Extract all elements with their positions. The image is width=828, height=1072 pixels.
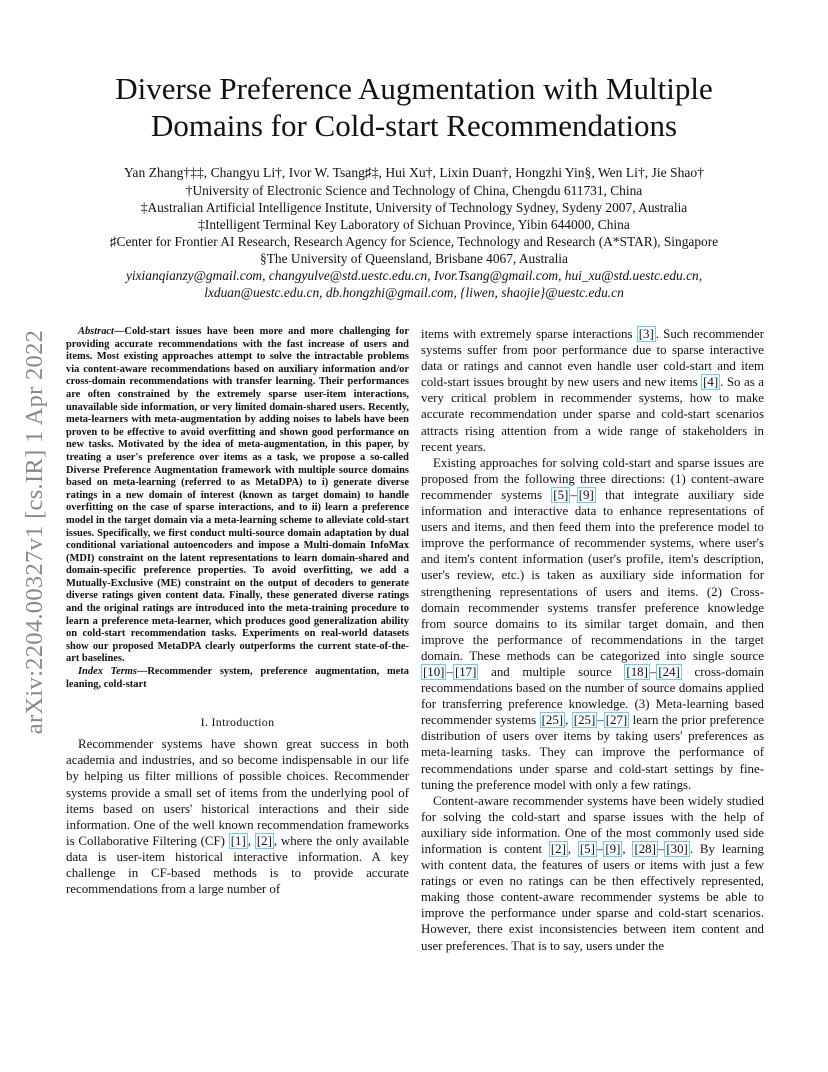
text-run: . Such recommender systems suffer from poor performance due to sparse interactive data or ratings and cannot even handle user cold-start and item cold-start issues brought by new users and new items xyxy=(421,327,764,390)
affiliation: ‡Australian Artificial Intelligence Institute, University of Technology Sydney, Sydeny 2007, Australia xyxy=(140,200,688,215)
citation-link[interactable]: [5] xyxy=(553,487,569,502)
text-run: learn the prior preference distribution of users over items by taking users' preferences as meta-learning tasks. They can improve the performance of recommendations under sparse and cold-start settings by fine-tuning the preference model with only a few ratings. xyxy=(421,713,764,792)
text-run: , where the only available data is user-item historical interactive information. A key challenge in CF-based methods is to provide accurate recommendations from a large number of xyxy=(66,833,409,897)
text-run: Existing approaches for solving cold-start and sparse issues are proposed from the following three directions: (1) content-aware recommender systems xyxy=(421,455,764,502)
text-run: , xyxy=(247,833,255,848)
text-run: items with extremely sparse interactions xyxy=(421,327,637,341)
right-column xyxy=(421,326,764,954)
text-run: and multiple source xyxy=(478,664,625,679)
citation-link[interactable]: [4] xyxy=(703,375,719,390)
author-block xyxy=(40,163,788,301)
citation-link[interactable]: [28] xyxy=(634,842,656,856)
text-run: – xyxy=(446,664,453,679)
text-run: . By learning with content data, the features of users or items with just a few ratings or even no ratings can be then effectively represented, making those content-aware recommender systems be able to improve the performance under sparse and cold-start scenarios. However, there exist inconsistencies between item content and user preferences. That is to say, users under the xyxy=(421,842,764,953)
citation-link[interactable]: [2] xyxy=(550,842,566,856)
section-heading: I. Introduction xyxy=(200,715,275,730)
text-run: cross-domain recommendations based on the number of source domains applied for transferring preference knowledge. (3) Meta-learning based recommender systems xyxy=(421,664,764,728)
author-list: Yan Zhang†‡‡, Changyu Li†, Ivor W. Tsang♯‡, Hui Xu†, Lixin Duan†, Hongzhi Yin§, Wen Li†, Jie Shao† xyxy=(123,165,705,180)
text-run: – xyxy=(657,842,665,856)
text-run: , xyxy=(622,842,633,856)
paper-title xyxy=(40,70,788,144)
left-column xyxy=(66,326,409,897)
index-terms-label: Index Terms xyxy=(78,666,137,678)
arxiv-identifier: arXiv:2204.00327v1 [cs.IR] 1 Apr 2022 xyxy=(21,329,48,735)
email-line: yixianqianzy@gmail.com, changyulve@std.uestc.edu.cn, Ivor.Tsang@gmail.com, hui_xu@std.uestc.edu.cn, xyxy=(125,268,703,283)
citation-link[interactable]: [1] xyxy=(230,833,246,848)
citation-link[interactable]: [9] xyxy=(578,487,594,502)
citation-link[interactable]: [25] xyxy=(573,713,596,728)
citation-link[interactable]: [25] xyxy=(541,713,564,728)
title-line-1: Diverse Preference Augmentation with Multiple xyxy=(115,71,713,106)
text-run: Content-aware recommender systems have been widely studied for solving the cold-start and sparse issues with the help of auxiliary side information. One of the most commonly used side information is content xyxy=(421,793,764,856)
intro-paragraph xyxy=(66,736,409,897)
abstract-label: Abstract xyxy=(78,326,114,337)
title-line-2: Domains for Cold-start Recommendations xyxy=(150,108,678,143)
citation-link[interactable]: [9] xyxy=(605,842,621,856)
affiliation: †University of Electronic Science and Technology of China, Chengdu 611731, China xyxy=(185,183,643,198)
abstract xyxy=(66,326,409,666)
affiliation: ♯Center for Frontier AI Research, Research Agency for Science, Technology and Research (A*STAR), Singapore xyxy=(109,234,719,249)
citation-link[interactable]: [24] xyxy=(658,664,680,679)
body-paragraph xyxy=(421,326,764,455)
citation-link[interactable]: [18] xyxy=(626,664,648,679)
body-paragraph xyxy=(421,793,764,954)
text-run: – xyxy=(570,487,577,502)
citation-link[interactable]: [2] xyxy=(256,833,272,848)
citation-link[interactable]: [10] xyxy=(423,664,445,679)
text-run: – xyxy=(649,664,657,679)
text-run: – xyxy=(596,842,604,856)
citation-link[interactable]: [3] xyxy=(638,327,654,341)
index-terms-text: —Recommender system, preference augmentation, meta leaning, cold-start xyxy=(66,666,409,690)
text-run: – xyxy=(597,713,604,728)
affiliation: §The University of Queensland, Brisbane 4067, Australia xyxy=(260,251,568,266)
body-paragraph xyxy=(421,455,764,793)
text-run: . So as a very critical problem in recommender systems, how to make accurate recommendation under sparse and cold-start scenarios attracts rising attention from a wide range of stakeholders in recent years. xyxy=(421,375,764,454)
affiliation: ‡Intelligent Terminal Key Laboratory of Sichuan Province, Yibin 644000, China xyxy=(198,217,630,232)
citation-link[interactable]: [5] xyxy=(579,842,595,856)
text-run: , xyxy=(567,842,578,856)
text-run: , xyxy=(565,713,572,728)
text-run: that integrate auxiliary side information and interactive data to enhance representations of users and items, and then feed them into the preference model to improve the performance of recommender systems, where user's and item's content information (user's profile, item's description, user's review, etc.) is taken as auxiliary side information for strengthening representations of users and items. (2) Cross-domain recommender systems transfer preference knowledge from source domains to its similar target domain, and then improve the performance of recommendations in the target domain. These methods can be categorized into single source xyxy=(421,487,764,663)
citation-link[interactable]: [17] xyxy=(454,664,477,679)
abstract-text: —Cold-start issues have been more and more challenging for providing accurate recommendations with the fast increase of users and items. Most existing approaches attempt to solve the intractable problems via content-aware recommendations based on auxiliary information and/or cross-domain recommendations with transfer learning. Their performances are often constrained by the extremely sparse user-item interactions, unavailable side information, or very limited domain-shared users. Recently, meta-learners with meta-augmentation by adding noises to labels have been proven to be effective to avoid overfitting and shown good performance on new tasks. Motivated by the idea of meta-augmentation, in this paper, by treating a user's preference over items as a task, we propose a so-called Diverse Preference Augmentation framework with multiple source domains based on meta-learning (referred to as MetaDPA) to i) generate diverse ratings in a new domain of interest (known as target domain) to handle overfitting on the case of sparse interactions, and to ii) learn a preference model in the target domain via a meta-learning scheme to alleviate cold-start issues. Specifically, we first conduct multi-source domain adaptation by dual conditional variational autoencoders and impose a Multi-domain InfoMax (MDI) constraint on the latent representations to learn domain-shared and domain-specific preference properties. To avoid overfitting, we add a Mutually-Exclusive (ME) constraint on the output of decoders to generate diverse ratings given content data. Finally, these generated diverse ratings and the original ratings are introduced into the meta-training procedure to learn a preference meta-learner, which produces good generalization ability on cold-start recommendation tasks. Experiments on real-world datasets show our proposed MetaDPA clearly outperforms the current state-of-the-art baselines. xyxy=(66,326,409,665)
citation-link[interactable]: [27] xyxy=(605,713,628,728)
text-run: Recommender systems have shown great success in both academia and industries, and so become indispensable in our life by helping us filter millions of possible choices. Recommender systems provide a small set of items from the underlying pool of items based on users' historical interactions and their side information. One of the well known recommendation frameworks is Collaborative Filtering (CF) xyxy=(66,737,409,848)
citation-link[interactable]: [30] xyxy=(666,842,688,856)
email-line: lxduan@uestc.edu.cn, db.hongzhi@gmail.com, {liwen, shaojie}@uestc.edu.cn xyxy=(204,285,624,300)
index-terms xyxy=(66,666,409,691)
